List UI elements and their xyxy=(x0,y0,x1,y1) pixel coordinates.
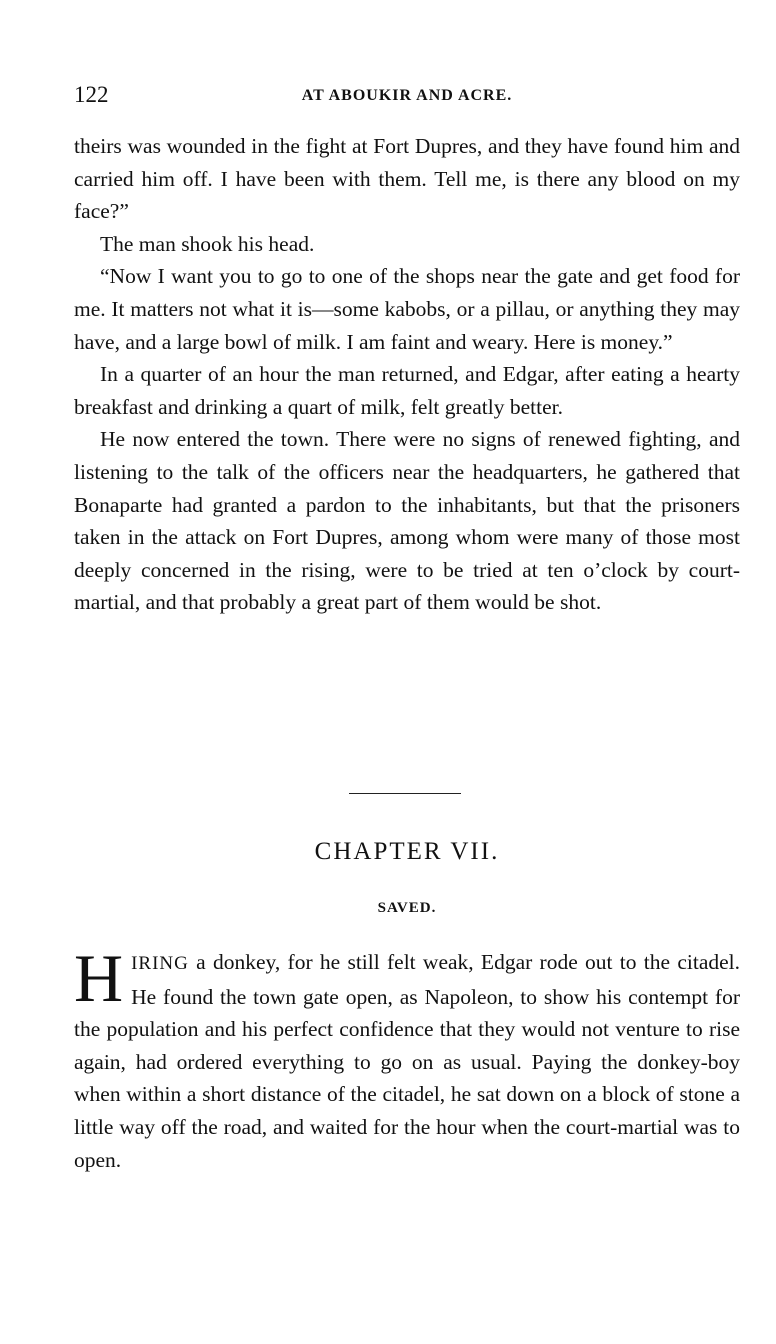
opening-small-caps: IRING xyxy=(131,953,189,974)
chapter-subtitle: SAVED. xyxy=(377,900,437,916)
page-header xyxy=(74,82,740,112)
body-text xyxy=(74,130,740,619)
paragraph-continued: theirs was wounded in the fight at Fort Dupres, and they have found him and carried him off. I have been with them. Tell me, is there any blood on my face?” xyxy=(74,134,740,224)
paragraph: “Now I want you to go to one of the shops near the gate and get food for me. It matters not what it is—some kabobs, or a pillau, or anything they may have, and a large bowl of milk. I am faint and weary. Here is money.” xyxy=(74,264,740,354)
chapter-first-paragraph xyxy=(74,940,740,1176)
running-title: AT ABOUKIR AND ACRE. xyxy=(301,87,513,104)
chapter-title: CHAPTER VII. xyxy=(314,838,500,865)
opening-text: a donkey, for he still felt weak, Edgar rode out to the citadel. He found the town gate open, as Napoleon, to show his contempt for the population and his perfect confidence that they would not venture to rise again, had ordered everything to go on as usual. Paying the donkey-boy when within a short distance of the citadel, he sat down on a block of stone a little way off the road, and waited for the hour when the court-martial was to open. xyxy=(74,950,740,1172)
section-divider xyxy=(349,793,461,794)
paragraph: The man shook his head. xyxy=(100,231,315,256)
paragraph: In a quarter of an hour the man returned, and Edgar, after eating a hearty breakfast and drinking a quart of milk, felt greatly better. xyxy=(74,362,740,419)
paragraph: He now entered the town. There were no signs of renewed fighting, and listening to the talk of the officers near the headquarters, he gathered that Bonaparte had granted a pardon to the inhabitants, but that the prisoners taken in the attack on Fort Dupres, among whom were many of those most deeply concerned in the rising, were to be tried at ten o’clock by court-martial, and that probably a great part of them would be shot. xyxy=(74,427,740,615)
drop-cap: H xyxy=(74,940,124,1016)
page-number: 122 xyxy=(74,82,109,107)
chapter-opening xyxy=(74,940,740,1176)
